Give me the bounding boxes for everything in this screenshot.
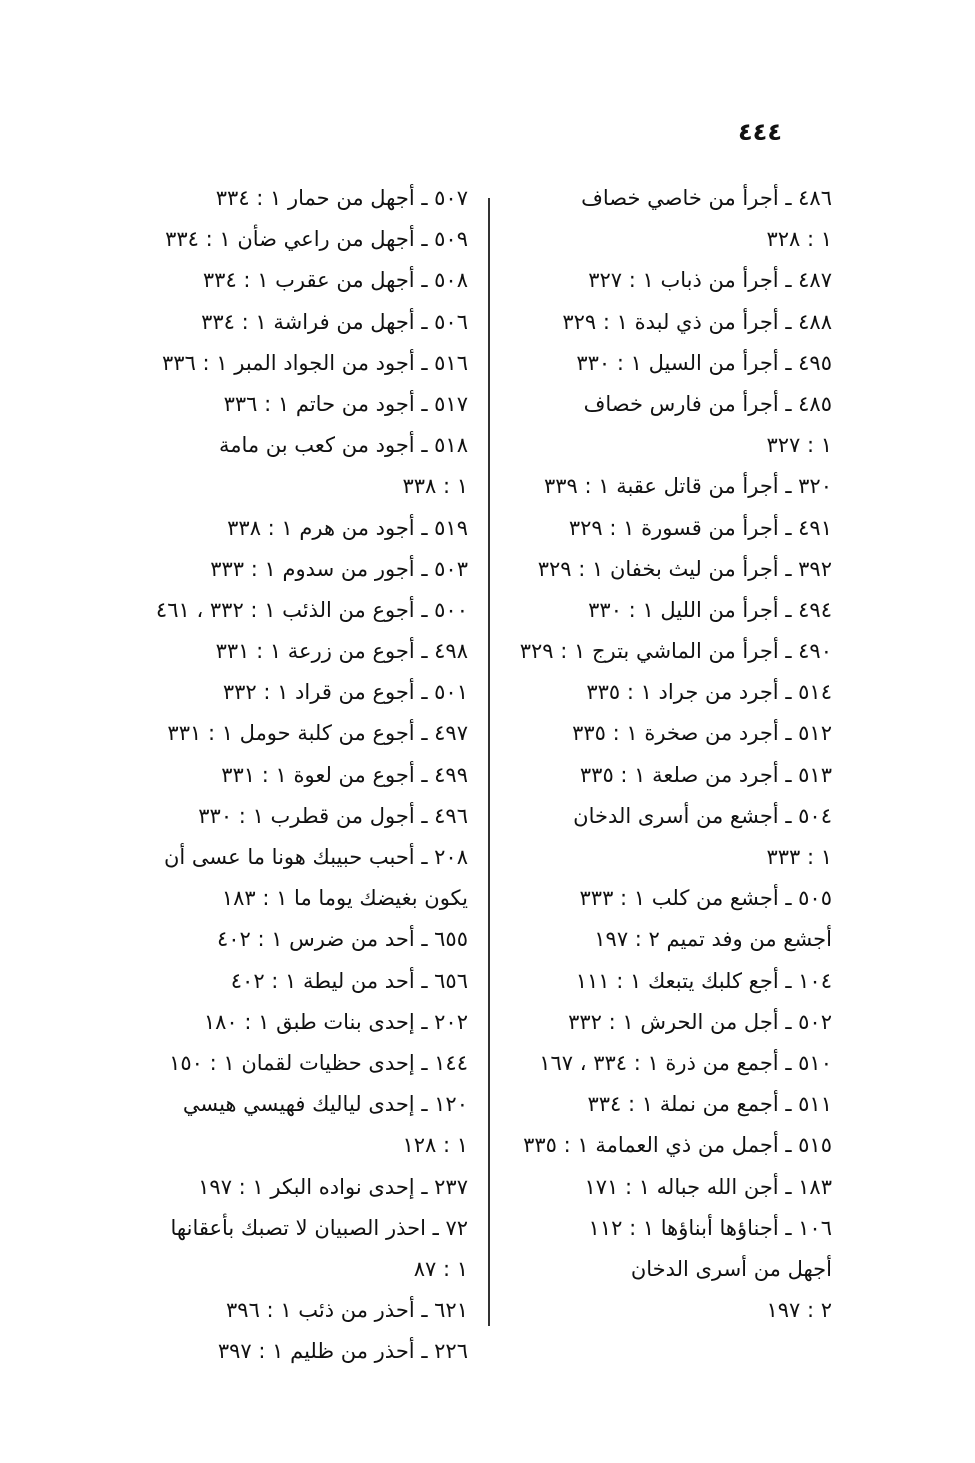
index-entry: ١٤٤ ـ إحدى حظيات لقمان ١ : ١٥٠ [169,1050,468,1075]
index-entry: ٥٠٨ ـ أجهل من عقرب ١ : ٣٣٤ [202,268,468,293]
index-entry: ٥١٣ ـ أجرد من صلعة ١ : ٣٣٥ [579,762,832,787]
column-divider [488,198,490,1326]
index-entry: ٦٢١ ـ أحذر من ذئب ١ : ٣٩٦ [226,1298,468,1323]
index-entry: ١ : ٣٣٣ [766,845,832,869]
index-entry: ٥١٦ ـ أجود من الجواد المبر ١ : ٣٣٦ [162,350,468,375]
index-entry: ٤٩٩ ـ أجوع من لعوة ١ : ٣٣١ [221,762,468,787]
index-entry: ٤٩٠ ـ أجرأ من الماشي بترج ١ : ٣٢٩ [519,639,832,664]
index-entry: ٤٨٧ ـ أجرأ من ذباب ١ : ٣٢٧ [588,268,832,293]
index-entry: ١ : ٣٢٧ [766,433,832,458]
index-entry: ٣٢٠ ـ أجرأ من قاتل عقبة ١ : ٣٣٩ [543,474,832,499]
index-entry: ١٨٣ ـ أجن الله جباله ١ : ١٧١ [584,1174,832,1199]
index-entry: ٤٨٦ ـ أجرأ من خاصي خصاف [581,186,832,210]
index-entry: ٤٩١ ـ أجرأ من قسورة ١ : ٣٢٩ [568,515,832,540]
index-entry: ٤٩٥ ـ أجرأ من السيل ١ : ٣٣٠ [576,350,832,375]
index-entry: ١ : ٨٧ [413,1256,468,1281]
index-entry: ٤٨٨ ـ أجرأ من ذي لبدة ١ : ٣٢٩ [562,309,832,334]
left-index-column [150,178,468,1372]
index-entry: أجهل من أسرى الدخان [630,1256,832,1281]
index-entry: ٤٩٦ ـ أجول من قطرب ١ : ٣٣٠ [198,803,468,828]
index-entry: ٥٠٣ ـ أجور من سدوم ١ : ٣٣٣ [210,556,468,581]
right-index-column [512,178,832,1331]
index-entry: ٢٠٨ ـ أحبب حبيبك هونا ما عسى أن [163,845,468,869]
index-entry: ١٠٤ ـ أجع كلبك يتبعك ١ : ١١١ [575,968,832,993]
index-entry: ٥٠١ ـ أجوع من قراد ١ : ٣٣٢ [222,680,468,705]
index-entry: ٧٢ ـ احذر الصبيان لا تصبك بأعقانها [170,1215,468,1240]
index-entry: ٥١٤ ـ أجرد من جراد ١ : ٣٣٥ [586,680,832,705]
index-entry: أجشع من وفد تميم ٢ : ١٩٧ [594,927,832,952]
index-entry: ٥٠٦ ـ أجهل من فراشة ١ : ٣٣٤ [201,309,468,334]
index-entry: ١٢٠ ـ إحدى لياليك فهيسي هيسي [182,1092,468,1117]
page-number: ٤٤٤ [738,118,782,146]
index-entry: ٥١٥ ـ أجمل من ذي العمامة ١ : ٣٣٥ [523,1133,832,1158]
index-entry: ٥٠٩ ـ أجهل من راعي ضأن ١ : ٣٣٤ [165,227,468,252]
index-entry: ٣٩٢ ـ أجرأ من ليث بخفان ١ : ٣٢٩ [537,556,832,581]
index-entry: ٤٩٤ ـ أجرأ من الليل ١ : ٣٣٠ [588,597,832,622]
index-entry: ٦٥٥ ـ أحد من ضرس ١ : ٤٠٢ [216,927,468,952]
index-entry: ٥١٧ ـ أجود من حاتم ١ : ٣٣٦ [223,391,468,416]
index-entry: يكون بغيضك يوما ما ١ : ١٨٣ [221,886,468,911]
index-entry: ٢٣٧ ـ إحدى نواده البكر ١ : ١٩٧ [198,1174,468,1199]
index-entry: ١ : ٣٢٨ [766,227,832,252]
index-entry: ٥١٨ ـ أجود من كعب بن مامة [218,433,468,458]
index-entry: ١ : ٣٣٨ [402,474,468,499]
index-entry: ٤٨٥ ـ أجرأ من فارس خصاف [583,391,832,416]
index-entry: ٢٢٦ ـ أحذر من ظليم ١ : ٣٩٧ [217,1339,468,1364]
index-entry: ١ : ١٢٨ [402,1133,468,1158]
index-entry: ٥٠٢ ـ أجل من الحرش ١ : ٣٣٢ [568,1009,832,1034]
index-entry: ٥٠٤ ـ أجشع من أسرى الدخان [573,803,832,828]
index-entry: ٥٠٥ ـ أجشع من كلب ١ : ٣٣٣ [579,886,832,911]
index-entry: ٤٩٨ ـ أجوع من زرعة ١ : ٣٣١ [215,639,468,664]
index-entry: ٥١٩ ـ أجود من هرم ١ : ٣٣٨ [227,515,468,540]
index-entry: ٥١١ ـ أجمع من نملة ١ : ٣٣٤ [587,1092,832,1117]
index-entry: ١٠٦ ـ أجناؤها أبناؤها ١ : ١١٢ [588,1215,832,1240]
index-entry: ٥١٢ ـ أجرد من صخرة ١ : ٣٣٥ [572,721,832,746]
index-entry: ٥٠٧ ـ أجهل من حمار ١ : ٣٣٤ [215,186,468,210]
index-entry: ٢٠٢ ـ إحدى بنات طبق ١ : ١٨٠ [203,1009,468,1034]
index-entry: ٦٥٦ ـ أحد من ليطة ١ : ٤٠٢ [230,968,468,993]
index-entry: ٥١٠ ـ أجمع من ذرة ١ : ٣٣٤ ، ١٦٧ [539,1050,832,1075]
index-entry: ٢ : ١٩٧ [766,1298,832,1323]
index-entry: ٤٩٧ ـ أجوع من كلبة حومل ١ : ٣٣١ [167,721,468,746]
index-entry: ٥٠٠ ـ أجوع من الذئب ١ : ٣٣٢ ، ٤٦١ [155,597,468,622]
